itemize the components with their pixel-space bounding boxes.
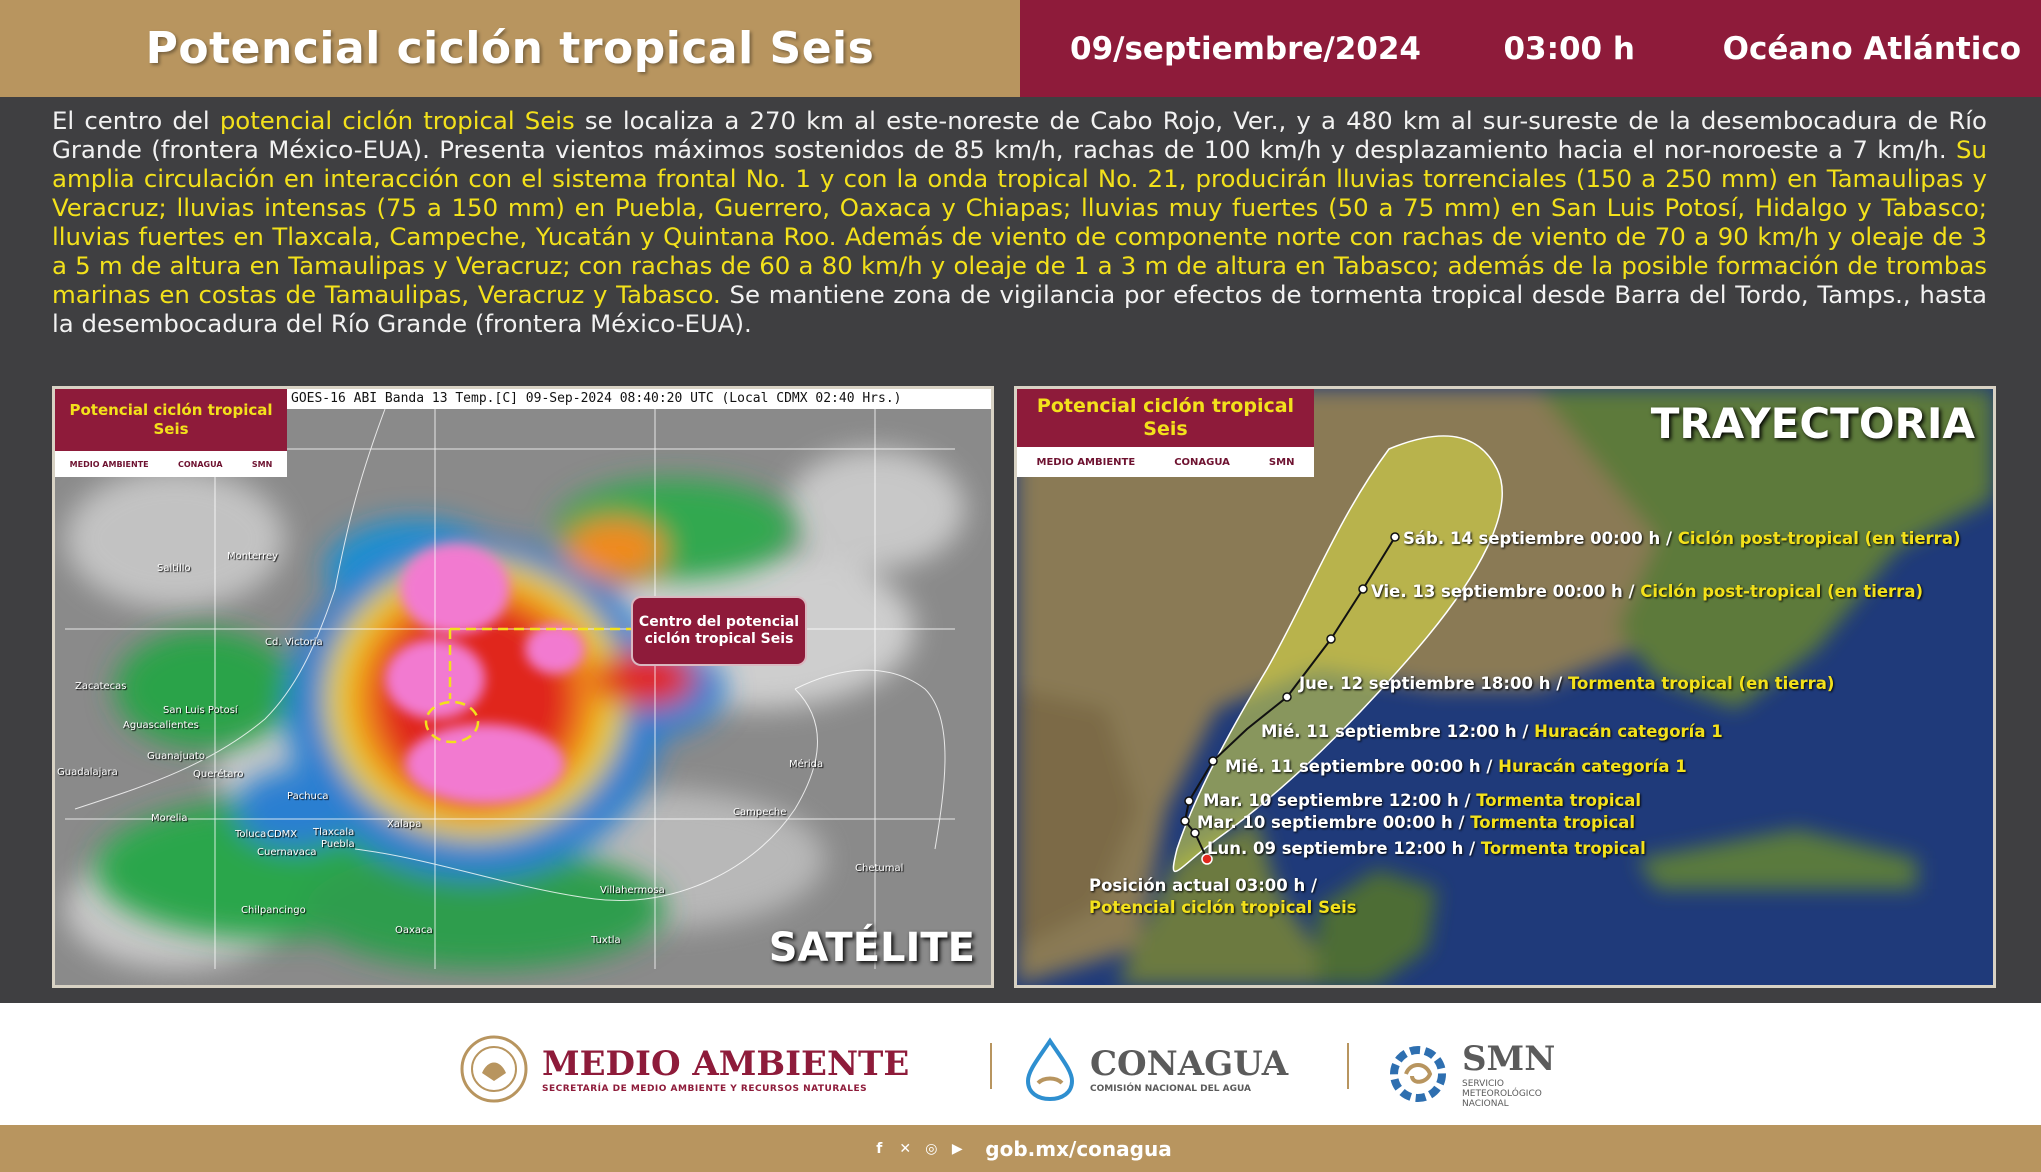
city-label: Guanajuato [147, 751, 205, 762]
bottom-bar [0, 1125, 2041, 1172]
mexico-seal-icon [458, 1033, 530, 1105]
current-position-status: Potencial ciclón tropical Seis [1089, 898, 1357, 917]
bulletin-text-part: se localiza a 270 km al este-noreste de Cabo Rojo, Ver., y a 480 km al sur-sureste de la desembocadura de Río Grande (frontera México-EUA). Presenta vientos máximos sostenidos de 85 km/h, rachas de 100 km/h y desplazamiento hacia el nor-noroeste a 7 km/h. [52, 106, 1987, 164]
forecast-separator: / [1516, 722, 1535, 741]
city-label: Guadalajara [57, 767, 118, 778]
forecast-status: Huracán categoría 1 [1534, 722, 1723, 741]
city-label: Querétaro [193, 769, 244, 780]
smn-logo-icon [1382, 1044, 1454, 1104]
trajectory-badge [1017, 389, 1314, 477]
conagua-subtitle: COMISIÓN NACIONAL DEL AGUA [1090, 1084, 1252, 1094]
smn-subtitle-line: SERVICIO [1462, 1079, 1504, 1089]
forecast-separator: / [1458, 791, 1477, 810]
trajectory-badge-logos [1017, 447, 1314, 477]
city-label: Xalapa [387, 819, 422, 830]
city-label: Chilpancingo [241, 905, 306, 916]
forecast-status: Tormenta tropical [1476, 791, 1642, 810]
forecast-point-label [1203, 791, 1641, 810]
smn-text: SMN [1462, 1039, 1556, 1079]
city-label: Chetumal [855, 863, 904, 874]
current-position-label [1089, 875, 1357, 919]
goes-caption: GOES-16 ABI Banda 13 Temp.[C] 09-Sep-2024 08:40:20 UTC (Local CDMX 02:40 Hrs.) [287, 389, 991, 409]
trajectory-badge-title: Potencial ciclón tropical Seis [1017, 389, 1314, 447]
website-link[interactable]: gob.mx/conagua [985, 1136, 1172, 1161]
badge-logo-medio-ambiente: MEDIO AMBIENTE [69, 459, 149, 469]
page-title: Potencial ciclón tropical Seis [145, 23, 875, 74]
satellite-image [55, 389, 991, 985]
city-label: Villahermosa [600, 885, 665, 896]
badge-logo-conagua: CONAGUA [1174, 456, 1230, 468]
logo-smn [1382, 1039, 1555, 1109]
bulletin-time: 03:00 h [1503, 30, 1635, 67]
city-label: Toluca [235, 829, 267, 840]
forecast-point-label [1207, 839, 1646, 858]
city-label: CDMX [267, 829, 298, 840]
city-label: Pachuca [287, 791, 329, 802]
satellite-title: SATÉLITE [768, 925, 975, 971]
forecast-point-label [1299, 674, 1834, 693]
city-label: Zacatecas [75, 681, 127, 692]
city-label: Morelia [151, 813, 188, 824]
forecast-date: Vie. 13 septiembre 00:00 h [1371, 582, 1623, 601]
instagram-icon[interactable]: ◎ [925, 1140, 938, 1157]
forecast-status: Tormenta tropical (en tierra) [1567, 674, 1835, 693]
badge-logo-conagua: CONAGUA [177, 459, 223, 469]
forecast-date: Mar. 10 septiembre 12:00 h [1203, 791, 1459, 810]
header-title-block [0, 0, 1020, 97]
city-label: Saltillo [157, 563, 191, 574]
satellite-badge-logos [55, 451, 287, 477]
footer-divider [990, 1043, 992, 1089]
bulletin-ocean: Océano Atlántico [1722, 30, 2021, 67]
footer [0, 1003, 2041, 1125]
medio-ambiente-subtitle: SECRETARÍA DE MEDIO AMBIENTE Y RECURSOS NATURALES [542, 1084, 868, 1094]
forecast-date: Mar. 10 septiembre 00:00 h [1197, 813, 1453, 832]
header [0, 0, 2041, 97]
forecast-point-label [1225, 757, 1687, 776]
forecast-point-label [1371, 582, 1923, 601]
city-label: Oaxaca [395, 925, 433, 936]
forecast-status: Tormenta tropical [1470, 813, 1636, 832]
forecast-date: Jue. 12 septiembre 18:00 h [1299, 674, 1551, 693]
forecast-status: Ciclón post-tropical (en tierra) [1640, 582, 1923, 601]
forecast-point-label [1261, 722, 1723, 741]
bulletin-text-part: Se mantiene zona de vigilancia por efectos de tormenta tropical desde Barra del Tordo, Tamps., hasta la desembocadura del Río Grande (frontera México-EUA). [52, 280, 1987, 338]
city-label: Cd. Victoria [265, 637, 323, 648]
bulletin-highlight-impacts: Su amplia circulación en interacción con el sistema frontal No. 1 y con la onda tropical No. 21, producirán lluvias torrenciales (150 a 250 mm) en Tamaulipas y Veracruz; lluvias intensas (75 a 150 mm) en Puebla, Guerrero, Oaxaca y Chiapas; lluvias muy fuertes (50 a 75 mm) en San Luis Potosí, Hidalgo y Tabasco; lluvias fuertes en Tlaxcala, Campeche, Yucatán y Quintana Roo. Además de viento de componente norte con rachas de viento de 70 a 90 km/h y oleaje de 3 a 5 m de altura en Tamaulipas y Veracruz; con rachas de 60 a 80 km/h y oleaje de 1 a 3 m de altura en Tabasco; además de la posible formación de trombas marinas en costas de Tamaulipas, Veracruz y Tabasco. [52, 135, 1987, 309]
forecast-separator: / [1622, 582, 1641, 601]
city-label: Tlaxcala [313, 827, 355, 838]
city-label: San Luis Potosí [163, 705, 238, 716]
city-label: Mérida [789, 759, 824, 770]
bulletin-date: 09/septiembre/2024 [1070, 30, 1422, 67]
forecast-date: Mié. 11 septiembre 12:00 h [1261, 722, 1517, 741]
forecast-date: Lun. 09 septiembre 12:00 h [1207, 839, 1464, 858]
facebook-icon[interactable]: f [876, 1140, 883, 1157]
current-position-time: Posición actual 03:00 h / [1089, 876, 1318, 895]
smn-subtitle-line: NACIONAL [1462, 1099, 1509, 1109]
forecast-status: Ciclón post-tropical (en tierra) [1677, 529, 1961, 548]
city-label: Tuxtla [591, 935, 621, 946]
forecast-date: Mié. 11 septiembre 00:00 h [1225, 757, 1481, 776]
bulletin-text-part: El centro del [52, 106, 220, 135]
badge-logo-smn: SMN [1268, 456, 1295, 468]
city-label: Puebla [321, 839, 355, 850]
forecast-status: Huracán categoría 1 [1498, 757, 1687, 776]
social-icons [869, 1139, 967, 1159]
smn-subtitle-line: METEOROLÓGICO [1462, 1089, 1542, 1099]
conagua-drop-icon [1020, 1037, 1080, 1101]
satellite-panel [52, 386, 994, 988]
logo-medio-ambiente [458, 1033, 909, 1105]
header-info-block [1020, 0, 2041, 97]
bulletin-text [52, 106, 1987, 338]
forecast-separator: / [1660, 529, 1678, 548]
x-icon[interactable]: ✕ [899, 1140, 912, 1157]
youtube-icon[interactable]: ▶ [951, 1140, 963, 1157]
medio-ambiente-text: MEDIO AMBIENTE [542, 1044, 910, 1084]
city-label: Cuernavaca [257, 847, 317, 858]
storm-center-label: Centro del potencial ciclón tropical Seis [631, 596, 807, 666]
forecast-date: Sáb. 14 septiembre 00:00 h [1403, 529, 1661, 548]
satellite-badge-title: Potencial ciclón tropical Seis [55, 389, 287, 451]
badge-logo-medio-ambiente: MEDIO AMBIENTE [1036, 456, 1136, 468]
logo-conagua [1020, 1037, 1288, 1101]
city-label: Aguascalientes [123, 720, 199, 731]
forecast-separator: / [1550, 674, 1568, 693]
forecast-separator: / [1452, 813, 1471, 832]
forecast-point-label [1403, 529, 1961, 548]
forecast-separator: / [1463, 839, 1481, 858]
footer-divider [1347, 1043, 1349, 1089]
forecast-separator: / [1480, 757, 1499, 776]
satellite-badge [55, 389, 287, 477]
forecast-status: Tormenta tropical [1480, 839, 1646, 858]
trajectory-title: TRAYECTORIA [1650, 399, 1975, 448]
forecast-point-label [1197, 813, 1635, 832]
conagua-text: CONAGUA [1090, 1044, 1289, 1084]
bulletin-highlight-name: potencial ciclón tropical Seis [219, 106, 575, 135]
city-label: Campeche [733, 807, 787, 818]
trajectory-panel [1014, 386, 1996, 988]
badge-logo-smn: SMN [251, 459, 273, 469]
city-label: Monterrey [227, 551, 279, 562]
